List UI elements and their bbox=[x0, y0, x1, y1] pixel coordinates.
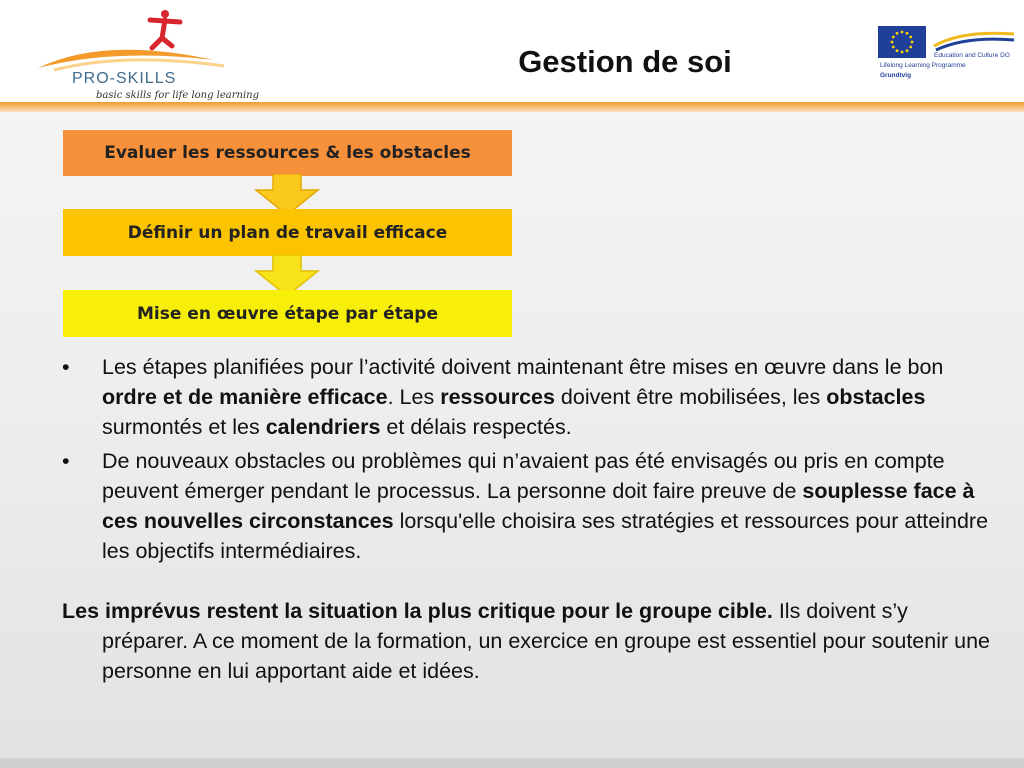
bullet-text: . Les bbox=[387, 385, 441, 409]
closing-paragraph bbox=[62, 596, 992, 686]
bullet-text: lorsqu'elle choisira ses stratégies et ressources pour atteindre les objectifs intermédiaires. bbox=[102, 509, 989, 563]
bullet-emphasis: obstacles bbox=[826, 385, 926, 409]
eu-dg-label: Education and Culture DG bbox=[934, 52, 1010, 59]
bullet-emphasis: ordre et de manière efficace bbox=[102, 385, 388, 409]
footer-band bbox=[0, 758, 1024, 768]
bullet-emphasis: ressources bbox=[440, 385, 555, 409]
slide-body bbox=[62, 352, 992, 708]
page-title: Gestion de soi bbox=[518, 44, 732, 79]
bullet-emphasis: souplesse face à ces nouvelles circonstances bbox=[102, 479, 975, 533]
closing-text: Ils doivent s’y préparer. A ce moment de la formation, un exercice en groupe est essentiel pour soutenir une personne en lui apportant aide et idées. bbox=[102, 599, 990, 683]
eu-swoosh-icon bbox=[932, 28, 1016, 52]
pro-skills-logo bbox=[34, 8, 260, 101]
bullet-item bbox=[62, 446, 992, 566]
bullet-marker: • bbox=[62, 449, 70, 473]
bullet-text: De nouveaux obstacles ou problèmes qui n’avaient pas été envisagés ou pris en compte peuvent émerger pendant le processus. La personne doit faire preuve de bbox=[102, 449, 945, 503]
logo-name: PRO-SKILLS bbox=[72, 70, 177, 87]
slide-header bbox=[0, 0, 1024, 104]
bullet-text: doivent être mobilisées, les bbox=[554, 385, 827, 409]
bullet-text: Les étapes planifiées pour l’activité doivent maintenant être mises en œuvre dans le bon bbox=[102, 355, 944, 379]
eu-flag-icon bbox=[878, 26, 926, 58]
closing-emphasis: Les imprévus restent la situation la plus critique pour le groupe cible. bbox=[62, 599, 773, 623]
step-plan: Définir un plan de travail efficace bbox=[63, 209, 512, 256]
bullet-text: et délais respectés. bbox=[380, 415, 572, 439]
bullet-emphasis: calendriers bbox=[265, 415, 381, 439]
step-evaluate: Evaluer les ressources & les obstacles bbox=[63, 129, 512, 176]
logo-tagline: basic skills for life long learning bbox=[96, 90, 260, 101]
bullet-text: surmontés et les bbox=[102, 415, 266, 439]
bullet-marker: • bbox=[62, 355, 70, 379]
bullet-item bbox=[62, 352, 992, 442]
header-divider bbox=[0, 102, 1024, 112]
eu-grundtvig-label: Grundtvig bbox=[880, 72, 912, 79]
eu-programme-logo bbox=[878, 26, 1018, 86]
pro-skills-swoosh-icon bbox=[34, 8, 254, 78]
eu-programme-label: Lifelong Learning Programme bbox=[880, 62, 966, 69]
step-implement: Mise en œuvre étape par étape bbox=[63, 290, 512, 337]
